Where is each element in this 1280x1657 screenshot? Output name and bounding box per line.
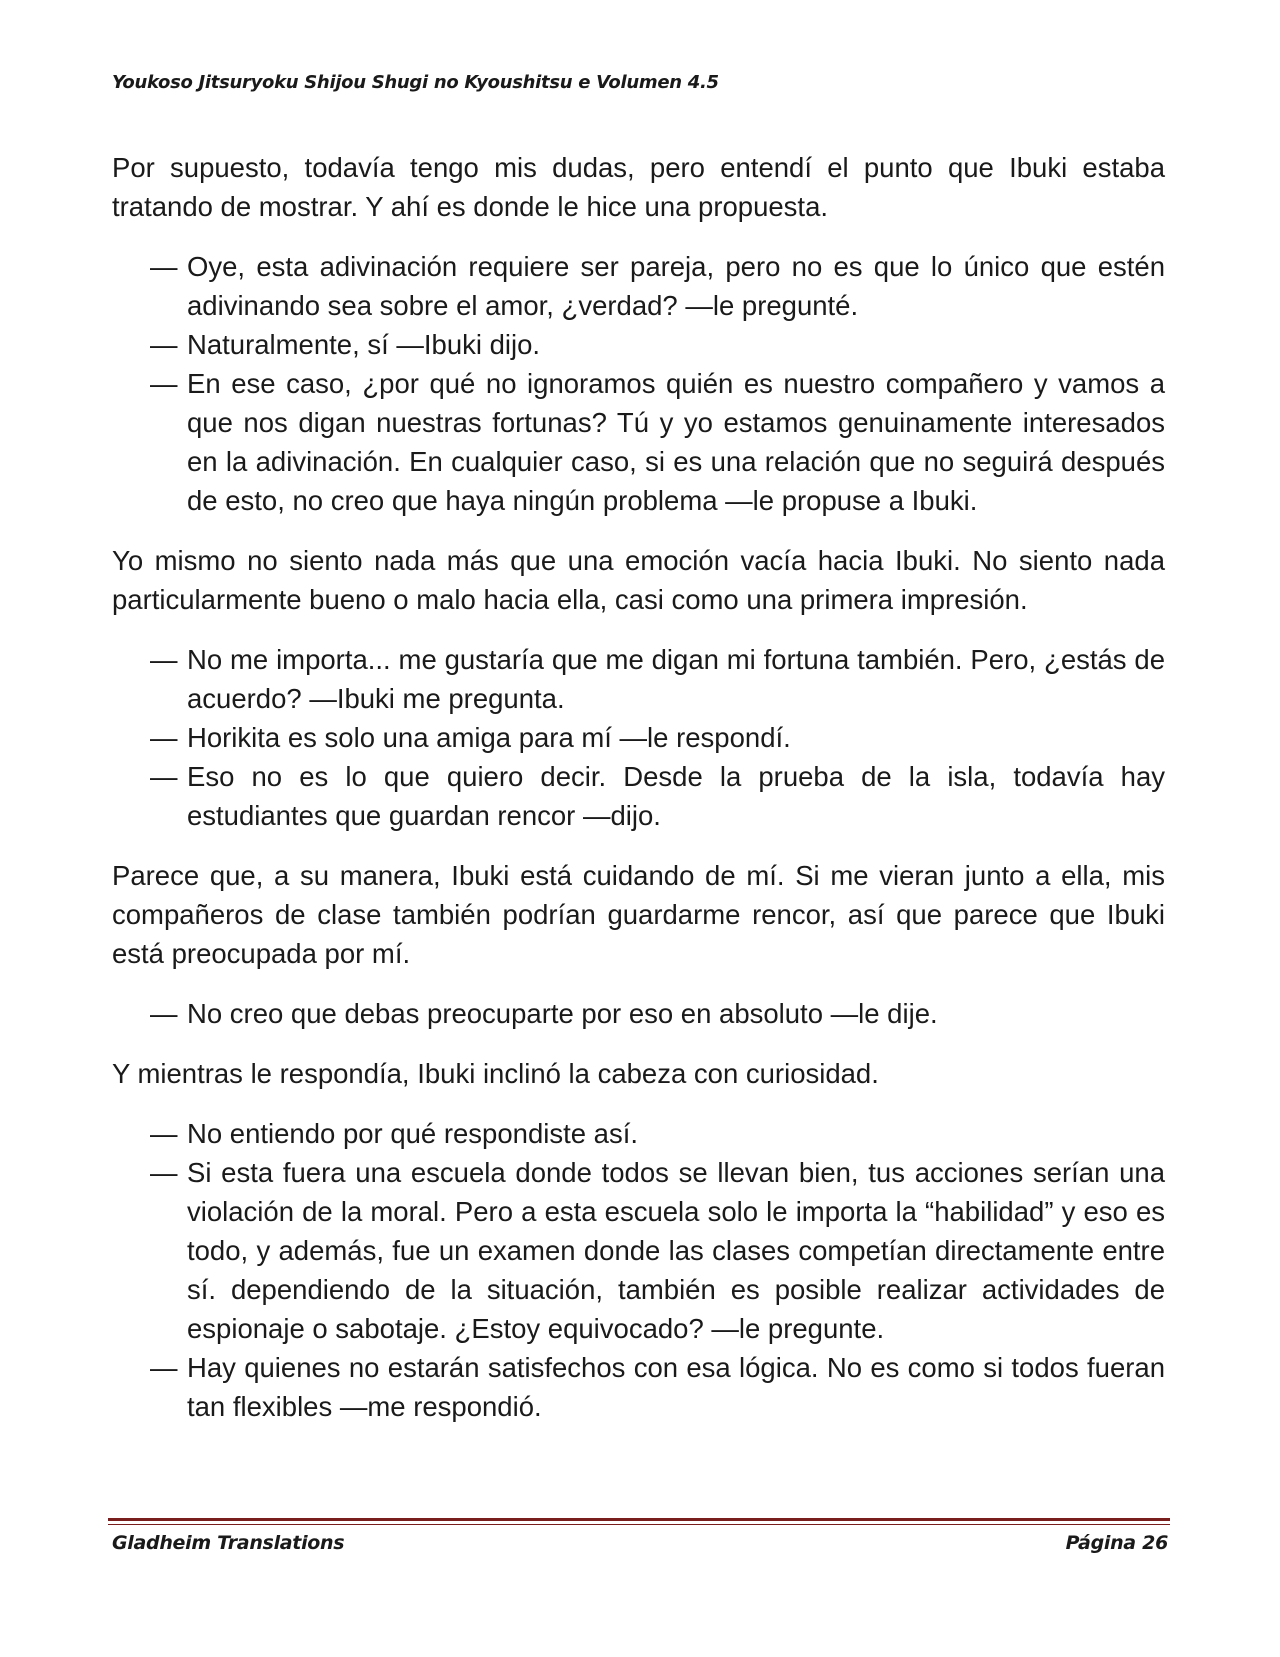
dialogue-block-2: [112, 640, 1165, 835]
running-header: Youkoso Jitsuryoku Shijou Shugi no Kyoushitsu e Volumen 4.5: [112, 72, 719, 93]
dialogue-line: [112, 640, 1165, 718]
dialogue-text: No entiendo por qué respondiste así.: [187, 1118, 638, 1149]
dialogue-text: Si esta fuera una escuela donde todos se llevan bien, tus acciones serían una violación de la moral. Pero a esta escuela solo le importa la “habilidad” y eso es todo, y además, fue un examen donde las clases competían directamente entre sí. dependiendo de la situación, también es posible realizar actividades de espionaje o sabotaje. ¿Estoy equivocado? —le pregunte.: [187, 1157, 1165, 1344]
dialogue-line: [112, 1348, 1165, 1426]
footer-rule-thin: [108, 1524, 1170, 1525]
dialogue-line: [112, 364, 1165, 520]
dialogue-line: [112, 1153, 1165, 1348]
page-body: [112, 148, 1165, 1447]
footer-credit: Gladheim Translations: [112, 1532, 345, 1554]
paragraph-2: Yo mismo no siento nada más que una emoción vacía hacia Ibuki. No siento nada particularmente bueno o malo hacia ella, casi como una primera impresión.: [112, 545, 1165, 615]
paragraph-1: Por supuesto, todavía tengo mis dudas, pero entendí el punto que Ibuki estaba tratando de mostrar. Y ahí es donde le hice una propuesta.: [112, 152, 1165, 222]
em-dash: —: [150, 1157, 178, 1188]
dialogue-text: No me importa... me gustaría que me digan mi fortuna también. Pero, ¿estás de acuerdo? —Ibuki me pregunta.: [187, 644, 1165, 714]
footer-rule: [108, 1518, 1170, 1521]
dialogue-line: [112, 247, 1165, 325]
dialogue-text: Naturalmente, sí —Ibuki dijo.: [187, 329, 541, 360]
em-dash: —: [150, 1118, 178, 1149]
dialogue-line: [112, 325, 1165, 364]
em-dash: —: [150, 329, 178, 360]
em-dash: —: [150, 251, 178, 282]
paragraph-4: Y mientras le respondía, Ibuki inclinó la cabeza con curiosidad.: [112, 1058, 879, 1089]
dialogue-line: [112, 757, 1165, 835]
page-number: Página 26: [1065, 1532, 1168, 1554]
em-dash: —: [150, 761, 178, 792]
dialogue-text: Oye, esta adivinación requiere ser pareja, pero no es que lo único que estén adivinando sea sobre el amor, ¿verdad? —le pregunté.: [187, 251, 1165, 321]
dialogue-text: Eso no es lo que quiero decir. Desde la prueba de la isla, todavía hay estudiantes que guardan rencor —dijo.: [187, 761, 1165, 831]
dialogue-text: No creo que debas preocuparte por eso en absoluto —le dije.: [187, 998, 938, 1029]
dialogue-text: En ese caso, ¿por qué no ignoramos quién es nuestro compañero y vamos a que nos digan nuestras fortunas? Tú y yo estamos genuinamente interesados en la adivinación. En cualquier caso, si es una relación que no seguirá después de esto, no creo que haya ningún problema —le propuse a Ibuki.: [187, 368, 1165, 516]
dialogue-line: [112, 1114, 1165, 1153]
dialogue-line: [112, 994, 1165, 1033]
em-dash: —: [150, 998, 178, 1029]
dialogue-text: Hay quienes no estarán satisfechos con esa lógica. No es como si todos fueran tan flexibles —me respondió.: [187, 1352, 1165, 1422]
dialogue-block-4: [112, 1114, 1165, 1426]
dialogue-block-3: [112, 994, 1165, 1033]
em-dash: —: [150, 368, 178, 399]
dialogue-text: Horikita es solo una amiga para mí —le respondí.: [187, 722, 791, 753]
paragraph-3: Parece que, a su manera, Ibuki está cuidando de mí. Si me vieran junto a ella, mis compañeros de clase también podrían guardarme rencor, así que parece que Ibuki está preocupada por mí.: [112, 860, 1165, 969]
dialogue-block-1: [112, 247, 1165, 520]
em-dash: —: [150, 644, 178, 675]
dialogue-line: [112, 718, 1165, 757]
em-dash: —: [150, 722, 178, 753]
em-dash: —: [150, 1352, 178, 1383]
